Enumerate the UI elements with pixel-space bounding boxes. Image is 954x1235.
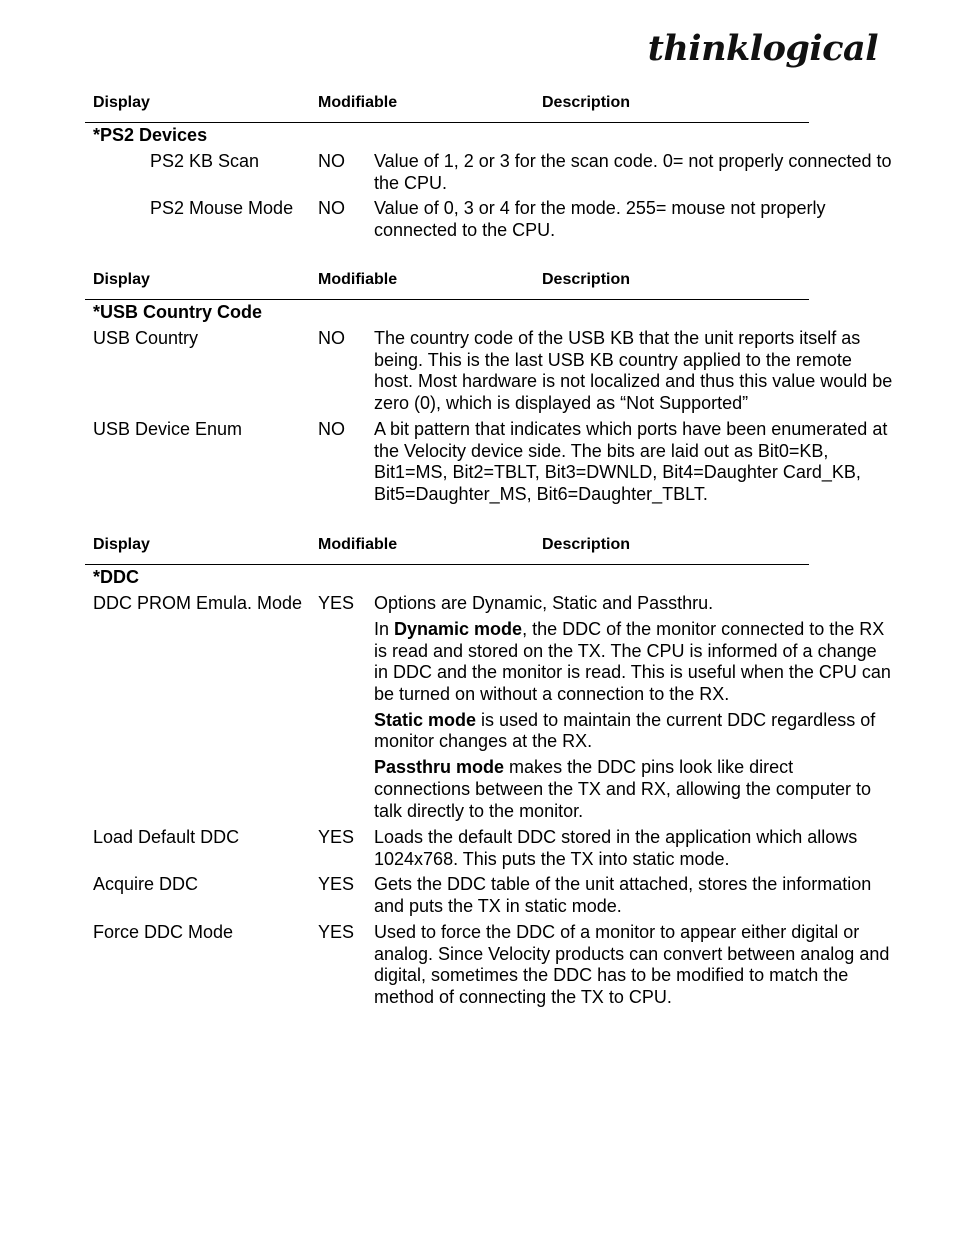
description-paragraph: Options are Dynamic, Static and Passthru. [374, 593, 714, 613]
row-label: USB Country [93, 328, 199, 348]
header-display: Display [93, 271, 150, 288]
header-modifiable: Modifiable [318, 94, 398, 111]
description-paragraph: Passthru mode makes the DDC pins look like direct connections between the TX and RX, allowing the computer to talk directly to the monitor. [374, 757, 871, 821]
header-description: Description [542, 94, 631, 111]
row-label: PS2 KB Scan [150, 151, 260, 171]
thinklogical-logo: thinklogical [647, 28, 878, 69]
row-label: Load Default DDC [93, 827, 240, 847]
row-label: Force DDC Mode [93, 922, 234, 942]
header-rule [85, 122, 809, 123]
row-modifiable: YES [318, 922, 355, 942]
section-title: *USB Country Code [93, 302, 263, 322]
term-static-mode: Static mode [374, 709, 477, 730]
row-modifiable: NO [318, 198, 345, 218]
description-paragraph: In Dynamic mode, the DDC of the monitor connected to the RX is read and stored on the TX. The CPU is informed of a change in DDC and the monitor is read. This is useful when the CPU can be turned on without a connection to the RX. [374, 618, 891, 704]
header-description: Description [542, 271, 631, 288]
row-description: Gets the DDC table of the unit attached, stores the information and puts the TX in static mode. [374, 874, 872, 916]
term-dynamic-mode: Dynamic mode [394, 618, 523, 639]
description-paragraph: Static mode is used to maintain the current DDC regardless of monitor changes at the RX. [374, 709, 876, 752]
header-display: Display [93, 94, 150, 111]
row-label: PS2 Mouse Mode [150, 198, 294, 218]
row-description: Value of 0, 3 or 4 for the mode. 255= mouse not properly connected to the CPU. [374, 198, 826, 240]
row-description: A bit pattern that indicates which ports have been enumerated at the Velocity device side. The bits are laid out as Bit0=KB, Bit1=MS, Bit2=TBLT, Bit3=DWNLD, Bit4=Daughter Card_KB, Bit5=Daughter_MS, Bit6=Daughter_TBLT. [374, 419, 888, 504]
header-rule [85, 299, 809, 300]
term-passthru-mode: Passthru mode [374, 757, 505, 778]
row-label: DDC PROM Emula. Mode [93, 593, 303, 613]
section-title: *PS2 Devices [93, 125, 208, 145]
header-modifiable: Modifiable [318, 536, 398, 553]
row-description [374, 593, 894, 827]
row-description: Value of 1, 2 or 3 for the scan code. 0= not properly connected to the CPU. [374, 151, 892, 193]
header-description: Description [542, 536, 631, 553]
row-description: The country code of the USB KB that the unit reports itself as being. This is the last USB KB country applied to the remote host. Most hardware is not localized and thus this value would be zero (0), which is displayed as “Not Supported” [374, 328, 893, 413]
row-modifiable: NO [318, 419, 345, 439]
header-modifiable: Modifiable [318, 271, 398, 288]
row-label: USB Device Enum [93, 419, 243, 439]
row-modifiable: YES [318, 874, 355, 894]
row-label: Acquire DDC [93, 874, 199, 894]
row-description: Loads the default DDC stored in the application which allows 1024x768. This puts the TX into static mode. [374, 827, 858, 869]
row-modifiable: YES [318, 593, 355, 613]
header-display: Display [93, 536, 150, 553]
row-modifiable: YES [318, 827, 355, 847]
row-modifiable: NO [318, 328, 345, 348]
row-modifiable: NO [318, 151, 345, 171]
row-description: Used to force the DDC of a monitor to appear either digital or analog. Since Velocity products can convert between analog and digital, sometimes the DDC has to be modified to match the method of connecting the TX to CPU. [374, 922, 890, 1007]
header-rule [85, 564, 809, 565]
section-title: *DDC [93, 567, 140, 587]
